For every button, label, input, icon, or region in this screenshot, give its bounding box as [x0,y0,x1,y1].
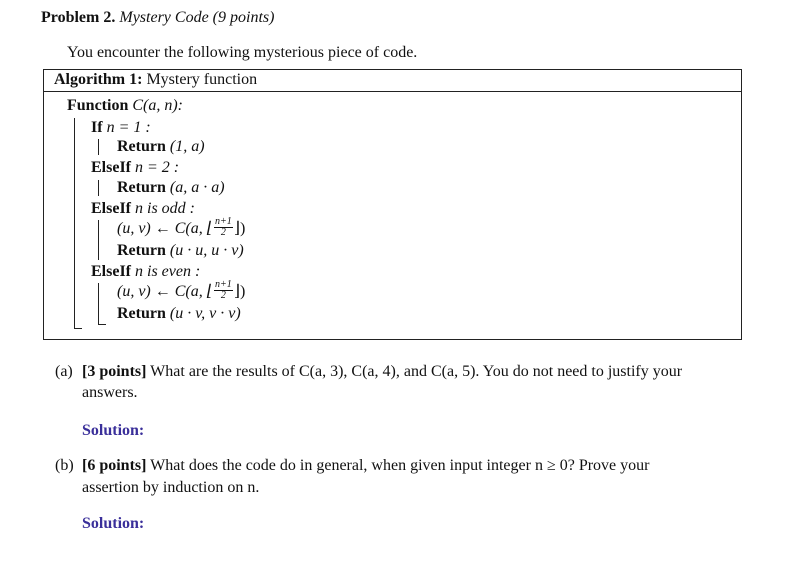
return-keyword: Return [117,138,166,155]
return-line-2 [117,180,225,196]
fraction-numerator: n+1 [215,279,232,290]
assign-expression: (u, v) ← C(a, ⌊ [117,220,213,238]
if-keyword: If [91,119,103,136]
part-b-question [82,458,649,474]
part-a-question [82,364,682,380]
return-line-1 [117,139,205,155]
return-line-3 [117,243,244,259]
assign-expression: (u, v) ← C(a, ⌊ [117,283,213,301]
return-keyword: Return [117,305,166,322]
if-condition: n = 1 : [106,119,151,136]
part-b-label: (b) [55,457,74,474]
return-keyword: Return [117,242,166,259]
return-value: (1, a) [169,138,205,155]
part-b-text: What does the code do in general, when given input integer n ≥ 0? Prove your [150,457,650,474]
part-a-points: [3 points] [82,363,147,380]
part-b-points: [6 points] [82,457,147,474]
return-value: (a, a · a) [169,179,225,196]
elseif-3-scope-bar [98,283,99,325]
problem-number: Problem 2. [41,9,116,26]
return-keyword: Return [117,179,166,196]
part-a-text-continued: answers. [82,384,138,401]
if-scope-bar [98,139,99,155]
elseif-keyword: ElseIf [91,159,131,176]
part-a-text: What are the results of C(a, 3), C(a, 4), and C(a, 5). You do not need to justify your [150,363,683,380]
assign-line-2 [117,279,246,303]
elseif-keyword: ElseIf [91,200,131,217]
algorithm-label: Algorithm 1: [54,71,143,88]
part-a-label: (a) [55,363,73,380]
return-value: (u · u, u · v) [169,242,244,259]
algorithm-caption [54,72,257,88]
elseif-line-1 [91,160,179,176]
function-scope-bar [74,118,75,329]
algorithm-name: Mystery function [146,71,258,88]
function-keyword: Function [67,97,129,114]
function-line [67,98,183,114]
fraction-denominator: 2 [220,227,226,238]
elseif-2-scope-bar [98,220,99,260]
elseif-line-2 [91,201,195,217]
elseif-1-scope-bar [98,180,99,196]
part-b-text-continued: assertion by induction on n. [82,479,260,496]
elseif-condition: n is odd : [135,200,195,217]
elseif-line-3 [91,264,200,280]
elseif-condition: n = 2 : [135,159,180,176]
elseif-condition: n is even : [135,263,201,280]
function-signature: C(a, n): [132,97,183,114]
fraction-numerator: n+1 [215,216,232,227]
fraction [214,217,233,238]
if-line [91,120,151,136]
problem-heading [41,10,274,26]
part-b-solution-label: Solution: [82,515,145,532]
elseif-keyword: ElseIf [91,263,131,280]
return-value: (u · v, v · v) [169,305,241,322]
fraction [214,280,233,301]
elseif-3-scope-end [98,324,106,325]
assign-close: ⌋) [233,283,246,301]
return-line-4 [117,306,241,322]
fraction-denominator: 2 [220,290,226,301]
function-scope-end [74,328,82,329]
assign-close: ⌋) [233,220,246,238]
intro-text: You encounter the following mysterious piece of code. [67,44,418,61]
part-a-solution-label: Solution: [82,422,145,439]
assign-line-1 [117,216,246,240]
problem-title: Mystery Code (9 points) [119,9,275,26]
